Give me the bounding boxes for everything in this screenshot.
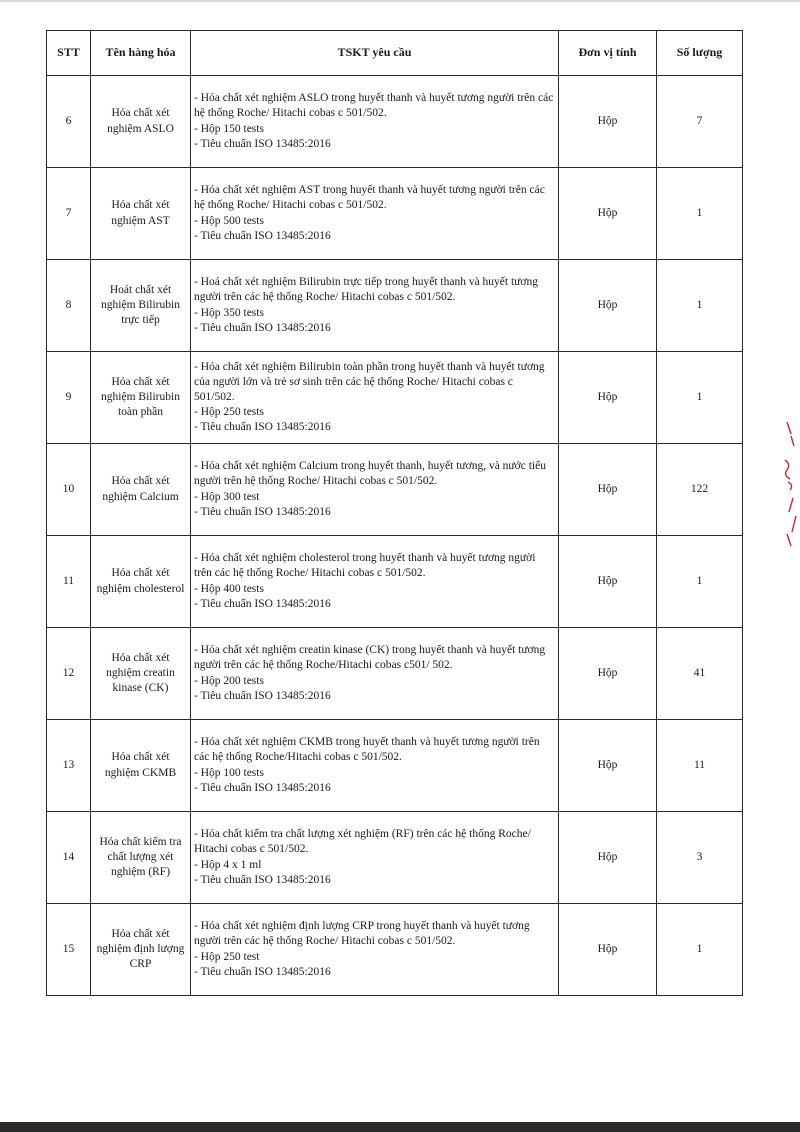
table-row — [47, 812, 743, 904]
cell-stt: 8 — [47, 260, 91, 352]
header-name: Tên hàng hóa — [91, 31, 191, 76]
spec-line: - Hộp 250 tests — [194, 406, 264, 419]
cell-qty: 1 — [657, 536, 743, 628]
red-seal-fragment — [781, 420, 800, 550]
spec-table — [46, 30, 743, 996]
cell-name: Hóa chất xét nghiệm ASLO — [91, 76, 191, 168]
table-row — [47, 904, 743, 996]
spec-line: - Hóa chất xét nghiệm Calcium trong huyết thanh, huyết tương, và nước tiểu người trên hệ thống Roche/ Hitachi cobas c 501/502. — [194, 460, 546, 488]
spec-line: - Tiêu chuẩn ISO 13485:2016 — [194, 229, 331, 242]
cell-qty: 11 — [657, 720, 743, 812]
header-unit: Đơn vị tính — [559, 31, 657, 76]
spec-line: - Hóa chất xét nghiệm AST trong huyết thanh và huyết tương người trên các hệ thống Roche/ Hitachi cobas c 501/502. — [194, 184, 545, 212]
spec-line: - Hóa chất xét nghiệm creatin kinase (CK) trong huyết thanh và huyết tương người trên các hệ thống Roche/Hitachi cobas c501/ 502. — [194, 644, 546, 672]
cell-spec — [191, 720, 559, 812]
cell-unit: Hộp — [559, 720, 657, 812]
spec-line: - Tiêu chuẩn ISO 13485:2016 — [194, 781, 331, 794]
table-body — [47, 76, 743, 996]
spec-line: - Hóa chất kiểm tra chất lượng xét nghiệm (RF) trên các hệ thống Roche/ Hitachi cobas c 501/502. — [194, 828, 531, 856]
table-header-row — [47, 31, 743, 76]
cell-stt: 11 — [47, 536, 91, 628]
spec-line: - Hộp 350 tests — [194, 306, 264, 319]
spec-line: - Tiêu chuẩn ISO 13485:2016 — [194, 597, 331, 610]
spec-line: - Hóa chất xét nghiệm cholesterol trong huyết thanh và huyết tương người trên các hệ thống Roche/ Hitachi cobas c 501/502. — [194, 552, 536, 580]
cell-unit: Hộp — [559, 352, 657, 444]
spec-line: - Hộp 300 test — [194, 490, 260, 503]
cell-unit: Hộp — [559, 260, 657, 352]
cell-spec — [191, 904, 559, 996]
cell-spec — [191, 444, 559, 536]
cell-qty: 1 — [657, 904, 743, 996]
cell-name: Hóa chất xét nghiệm Calcium — [91, 444, 191, 536]
spec-line: - Hộp 500 tests — [194, 214, 264, 227]
cell-name: Hoát chất xét nghiệm Bilirubin trực tiếp — [91, 260, 191, 352]
table-row — [47, 76, 743, 168]
cell-stt: 12 — [47, 628, 91, 720]
page-bottom-edge — [0, 1122, 800, 1132]
cell-name: Hóa chất xét nghiệm CKMB — [91, 720, 191, 812]
cell-spec — [191, 628, 559, 720]
cell-stt: 10 — [47, 444, 91, 536]
cell-unit: Hộp — [559, 628, 657, 720]
table-row — [47, 628, 743, 720]
cell-stt: 13 — [47, 720, 91, 812]
cell-qty: 1 — [657, 260, 743, 352]
spec-line: - Tiêu chuẩn ISO 13485:2016 — [194, 689, 331, 702]
spec-line: - Hộp 400 tests — [194, 582, 264, 595]
cell-spec — [191, 76, 559, 168]
cell-name: Hóa chất xét nghiệm định lượng CRP — [91, 904, 191, 996]
spec-line: - Tiêu chuẩn ISO 13485:2016 — [194, 421, 331, 434]
cell-name: Hóa chất kiểm tra chất lượng xét nghiệm (RF) — [91, 812, 191, 904]
cell-unit: Hộp — [559, 444, 657, 536]
cell-stt: 9 — [47, 352, 91, 444]
table-row — [47, 444, 743, 536]
cell-qty: 1 — [657, 168, 743, 260]
header-spec: TSKT yêu cầu — [191, 31, 559, 76]
red-seal-icon — [781, 420, 800, 550]
spec-line: - Hộp 100 tests — [194, 766, 264, 779]
table-row — [47, 536, 743, 628]
spec-line: - Tiêu chuẩn ISO 13485:2016 — [194, 505, 331, 518]
cell-name: Hóa chất xét nghiệm AST — [91, 168, 191, 260]
spec-line: - Tiêu chuẩn ISO 13485:2016 — [194, 965, 331, 978]
cell-qty: 41 — [657, 628, 743, 720]
spec-line: - Hộp 200 tests — [194, 674, 264, 687]
header-qty: Số lượng — [657, 31, 743, 76]
spec-line: - Hộp 4 x 1 ml — [194, 858, 262, 871]
spec-line: - Tiêu chuẩn ISO 13485:2016 — [194, 321, 331, 334]
cell-spec — [191, 260, 559, 352]
table-row — [47, 168, 743, 260]
spec-line: - Hộp 250 test — [194, 950, 260, 963]
spec-line: - Hóa chất xét nghiệm ASLO trong huyết thanh và huyết tương người trên các hệ thống Roche/ Hitachi cobas c 501/502. — [194, 92, 554, 120]
cell-spec — [191, 812, 559, 904]
cell-unit: Hộp — [559, 536, 657, 628]
spec-line: - Hóa chất xét nghiệm định lượng CRP trong huyết thanh và huyết tương người trên các hệ thống Roche/ Hitachi cobas c 501/502. — [194, 920, 530, 948]
cell-name: Hóa chất xét nghiệm cholesterol — [91, 536, 191, 628]
cell-name: Hóa chất xét nghiệm creatin kinase (CK) — [91, 628, 191, 720]
cell-spec — [191, 352, 559, 444]
spec-line: - Hoá chất xét nghiệm Bilirubin trực tiếp trong huyết thanh và huyết tương người trên các hệ thống Roche/ Hitachi cobas c 501/502. — [194, 276, 538, 304]
cell-qty: 1 — [657, 352, 743, 444]
cell-stt: 15 — [47, 904, 91, 996]
cell-qty: 3 — [657, 812, 743, 904]
cell-unit: Hộp — [559, 812, 657, 904]
cell-spec — [191, 536, 559, 628]
cell-unit: Hộp — [559, 904, 657, 996]
spec-line: - Tiêu chuẩn ISO 13485:2016 — [194, 137, 331, 150]
spec-line: - Hóa chất xét nghiệm CKMB trong huyết thanh và huyết tương người trên các hệ thống Roche/Hitachi cobas c 501/502. — [194, 736, 540, 764]
cell-stt: 6 — [47, 76, 91, 168]
table-row — [47, 720, 743, 812]
spec-line: - Hộp 150 tests — [194, 122, 264, 135]
cell-name: Hóa chất xét nghiệm Bilirubin toàn phần — [91, 352, 191, 444]
spec-line: - Tiêu chuẩn ISO 13485:2016 — [194, 873, 331, 886]
table-row — [47, 260, 743, 352]
table-row — [47, 352, 743, 444]
cell-qty: 122 — [657, 444, 743, 536]
cell-unit: Hộp — [559, 76, 657, 168]
cell-qty: 7 — [657, 76, 743, 168]
spec-line: - Hóa chất xét nghiệm Bilirubin toàn phần trong huyết thanh và huyết tương của người lớn và trẻ sơ sinh trên các hệ thống Roche/ Hitachi cobas c 501/502. — [194, 360, 545, 403]
cell-stt: 7 — [47, 168, 91, 260]
header-stt: STT — [47, 31, 91, 76]
cell-stt: 14 — [47, 812, 91, 904]
cell-spec — [191, 168, 559, 260]
cell-unit: Hộp — [559, 168, 657, 260]
page-top-edge — [0, 0, 800, 2]
